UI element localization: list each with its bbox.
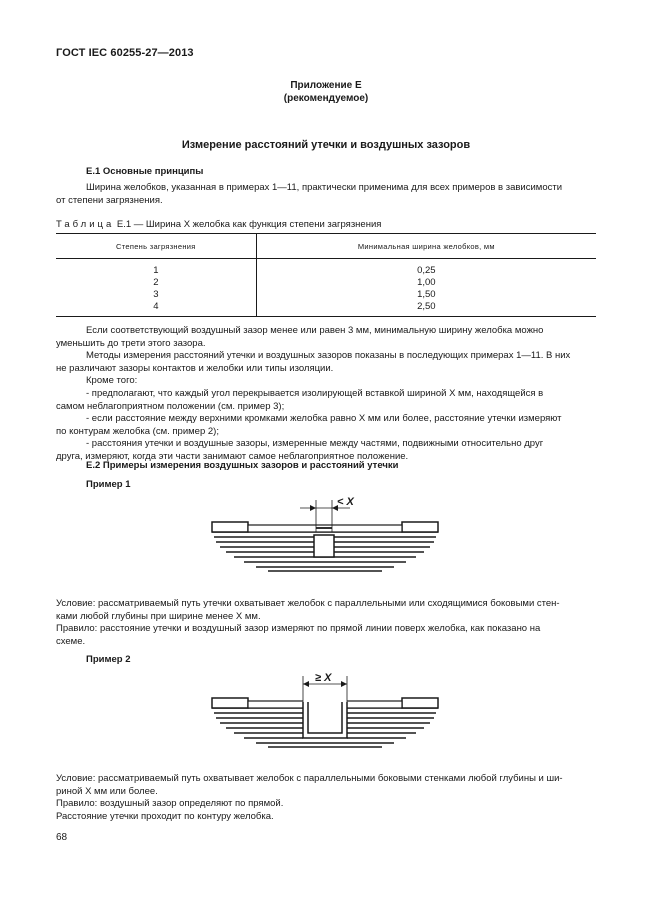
example1-rule-line1: Правило: расстояние утечки и воздушный зазор измеряют по прямой линии поверх желобка, как показано на (56, 623, 541, 635)
table-cell-degree: 1 (153, 265, 159, 276)
example1-groove (314, 535, 334, 557)
example2-condition-line2: риной X мм или более. (56, 785, 158, 797)
table-row (56, 301, 596, 317)
table-caption (56, 219, 381, 230)
example1-condition-line2: ками любой глубины при ширине менее X мм. (56, 610, 261, 622)
table-cell-width: 1,00 (256, 277, 596, 289)
bullet2-line1: - если расстояние между верхними кромками желобка равно X мм или более, расстояние утечки измеряют (86, 413, 562, 425)
table-header-degree: Степень загрязнения (56, 234, 256, 259)
document-header: ГОСТ IEC 60255-27—2013 (56, 47, 194, 59)
example2-diagram (200, 668, 450, 758)
section-e1-paragraph (56, 182, 596, 207)
para3-line1: Методы измерения расстояний утечки и воздушных зазоров показаны в последующих примерах 1—11. В них (86, 350, 571, 362)
body-paragraphs (56, 325, 596, 464)
example1-title: Пример 1 (86, 479, 131, 490)
example2-dimension-arrow (341, 681, 347, 687)
annex-title: Приложение Е (290, 80, 362, 91)
para4: Кроме того: (86, 375, 138, 387)
example2-title: Пример 2 (86, 654, 131, 665)
table-row (56, 259, 596, 278)
example2-dimension-arrow (303, 681, 309, 687)
table-caption-text: Е.1 — Ширина X желобка как функция степени загрязнения (116, 219, 382, 230)
example2-condition-line1: Условие: рассматриваемый путь охватывает желобок с параллельными боковыми стенками любой глубины и ши- (56, 773, 563, 784)
para1-line1: Ширина желобков, указанная в примерах 1—11, практически применима для всех примеров в зависимости (86, 182, 563, 193)
section-e2-heading: Е.2 Примеры измерения воздушных зазоров и расстояний утечки (86, 460, 399, 471)
para1-line2: от степени загрязнения. (56, 194, 163, 206)
bullet3-line1: - расстояния утечки и воздушные зазоры, измеренные между частями, подвижными относительно друг (86, 438, 544, 450)
page-number: 68 (56, 832, 68, 843)
bullet2-line2: по контурам желобка (см. пример 2); (56, 425, 219, 437)
example2-dimension-label: ≥ X (315, 672, 332, 684)
table-cell-degree: 2 (153, 277, 159, 288)
example2-rule-line1: Правило: воздушный зазор определяют по прямой. (56, 798, 284, 810)
example2-right-block (402, 698, 438, 708)
example1-left-block (212, 522, 248, 532)
bullet3-line2: друга, измеряют, когда эти части занимают самое неблагоприятное положение. (56, 450, 409, 462)
example2-rule-line2: Расстояние утечки проходит по контуру желобка. (56, 810, 274, 822)
example1-rule-line2: схеме. (56, 635, 86, 647)
example1-diagram (200, 492, 450, 580)
bullet1-line1: - предполагают, что каждый угол перекрывается изолирующей вставкой шириной X мм, находящейся в (86, 387, 544, 399)
example1-text (56, 598, 596, 648)
example2-left-block (212, 698, 248, 708)
table-cell-degree: 3 (153, 289, 159, 300)
table-caption-word: Таблица (56, 219, 115, 230)
table-cell-width: 0,25 (256, 259, 596, 278)
para3-line2: не различают зазоры контактов и желобки или типы изоляции. (56, 362, 334, 374)
table-row (56, 277, 596, 289)
example1-condition-line1: Условие: рассматриваемый путь утечки охватывает желобок с параллельными или сходящимися боковыми стен- (56, 598, 560, 609)
pollution-width-table (56, 233, 596, 317)
annex-subtitle: (рекомендуемое) (283, 93, 369, 104)
example1-right-block (402, 522, 438, 532)
para2-line1: Если соответствующий воздушный зазор менее или равен 3 мм, минимальную ширину желобка можно (86, 325, 544, 336)
table-cell-degree: 4 (56, 301, 256, 317)
bullet1-line2: самом неблагоприятном положении (см. пример 3); (56, 400, 285, 412)
table-cell-width: 2,50 (256, 301, 596, 317)
table-header-width: Минимальная ширина желобков, мм (256, 234, 596, 259)
table-row (56, 289, 596, 301)
table-cell-width: 1,50 (256, 289, 596, 301)
example2-text (56, 773, 596, 823)
para2-line2: уменьшить до трети этого зазора. (56, 337, 206, 349)
section-e1-heading: Е.1 Основные принципы (86, 166, 204, 177)
example1-dimension-arrow (310, 505, 316, 511)
example1-dimension-label: < X (337, 496, 354, 508)
annex-main-title: Измерение расстояний утечки и воздушных зазоров (181, 139, 471, 151)
